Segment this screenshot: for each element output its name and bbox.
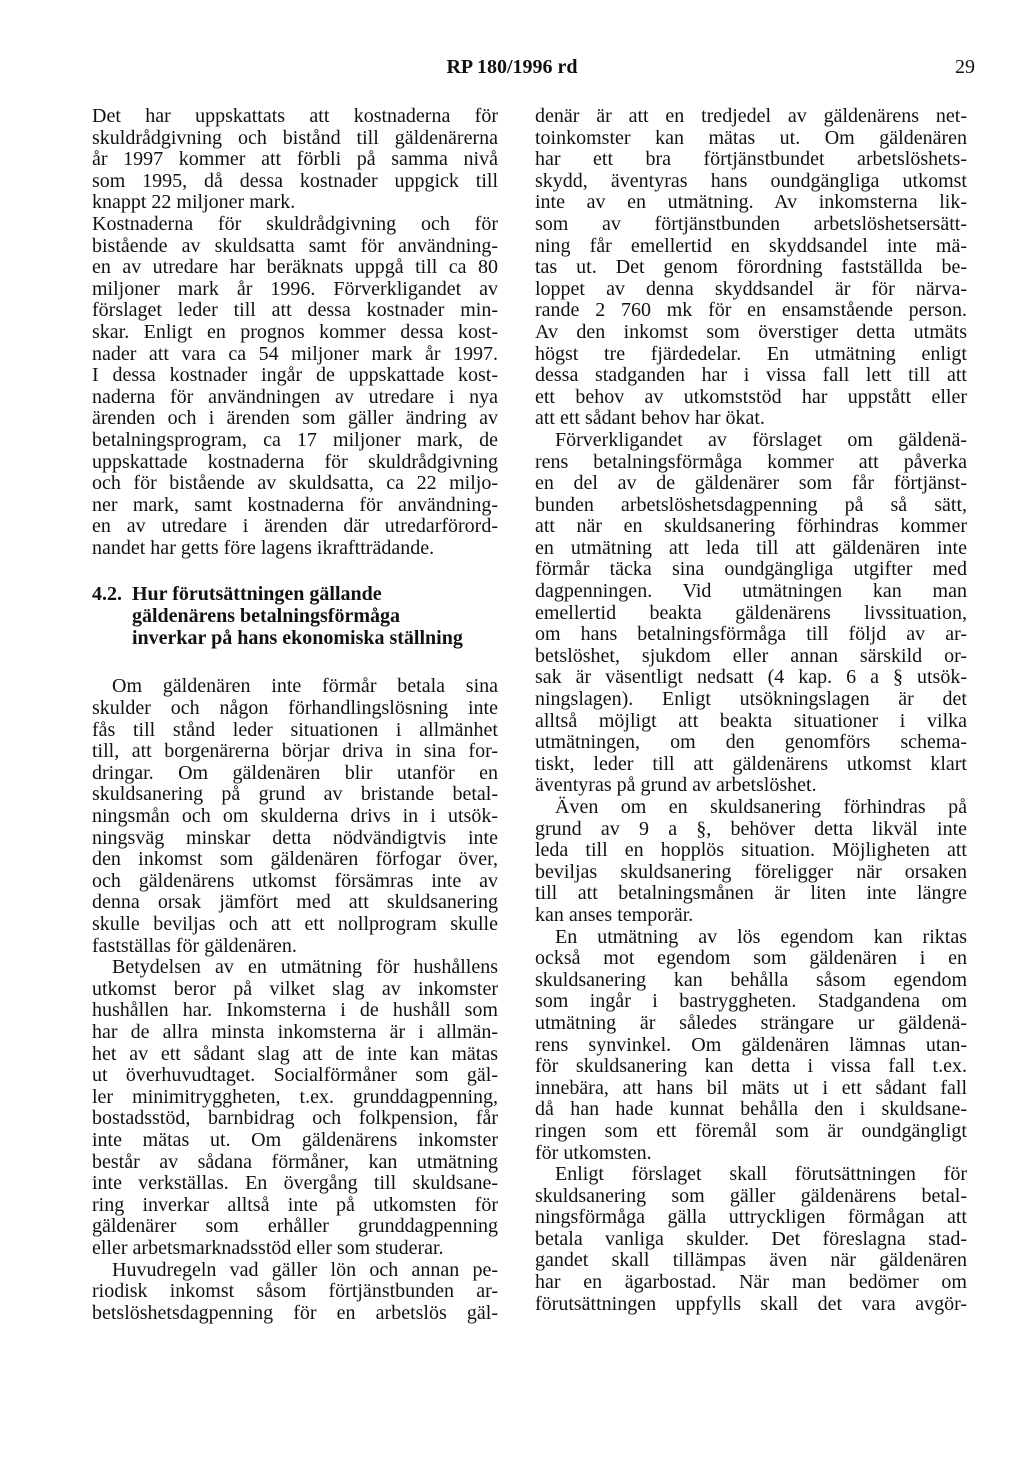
text-line: bistående av skuldsatta samt för användning- (92, 234, 498, 257)
text-line: fås till stånd leder situationen i allmänhet (92, 718, 498, 741)
text-line: skuldsanering kan behålla såsom egendom (535, 968, 967, 991)
text-line: gäldenärens betalningsförmåga (132, 605, 400, 628)
text-line: förslaget leder till att dessa kostnader min- (92, 299, 498, 322)
text-line: emellertid beakta gäldenärens livssituation, (535, 601, 967, 624)
text-line: som ingår i bastryggheten. Stadgandena om (535, 990, 967, 1013)
text-line: ningsförmåga gälla uttryckligen förmågan att (535, 1206, 967, 1229)
text-line: år 1997 kommer att förbli på samma nivå (92, 148, 498, 171)
text-line: ut överhuvudtaget. Socialförmåner som gäl- (92, 1064, 498, 1087)
text-line: grund av 9 a §, behöver detta likväl inte (535, 817, 967, 840)
section-number: 4.2. (92, 583, 122, 606)
text-line: utmätning är således strängare ur gäldenä- (535, 1011, 967, 1034)
text-line: naderna för användningen av utredare i nya (92, 385, 498, 408)
text-line: inte av en utmätning. Av inkomsterna lik- (535, 191, 967, 214)
text-line: ningsväg minskar detta nödvändigtvis inte (92, 826, 498, 849)
text-line: skuldsanering på grund av bristande betal- (92, 783, 498, 806)
running-header: RP 180/1996 rd (446, 56, 578, 78)
text-line: Förverkligandet av förslaget om gäldenä- (555, 428, 967, 451)
text-line: bostadsstöd, barnbidrag och folkpension, får (92, 1107, 498, 1130)
text-line: har de allra minsta inkomsterna är i allmän- (92, 1020, 498, 1043)
text-line: skydd, äventyras hans oundgängliga utkomst (535, 169, 967, 192)
text-line: riodisk inkomst såsom förtjänstbunden ar- (92, 1280, 498, 1303)
text-line: gandet skall tillämpas även när gäldenären (535, 1249, 967, 1272)
text-line: denna orsak jämfört med att skuldsanering (92, 891, 498, 914)
text-line: Om gäldenären inte förmår betala sina (112, 675, 498, 698)
text-line: beviljas skuldsanering föreligger när orsaken (535, 860, 967, 883)
text-line: eller arbetsmarknadsstöd eller som studerar. (92, 1236, 444, 1259)
text-line: förmår täcka sina oundgängliga utgifter med (535, 558, 967, 581)
text-line: skulle beviljas och att ett nollprogram skulle (92, 913, 498, 935)
text-line: inte verkställas. En övergång till skuldsane- (92, 1172, 498, 1195)
text-line: dringar. Om gäldenären blir utanför en (92, 761, 498, 784)
text-line: den inkomst som gäldenären förfogar över, (92, 848, 498, 871)
text-line: En utmätning av lös egendom kan riktas (555, 925, 967, 948)
text-line: rens synvinkel. Om gäldenären lämnas utan- (535, 1033, 967, 1056)
text-line: att när en skuldsanering förhindras kommer (535, 515, 967, 538)
text-line: Det har uppskattats att kostnaderna för (92, 105, 498, 127)
paragraph (92, 214, 498, 560)
text-line: fastställas för gäldenären. (92, 934, 297, 957)
text-line: består av sådana förmåner, kan utmätning (92, 1150, 498, 1173)
text-line: och för bistående av skuldsatta, ca 22 miljo- (92, 472, 498, 495)
text-line: ett behov av utkomststöd har uppstått eller (535, 385, 967, 408)
text-line: I dessa kostnader ingår de uppskattade kost- (92, 364, 498, 387)
text-line: Av den inkomst som överstiger detta utmäts (535, 320, 967, 343)
text-line: en av utredare har beräknats uppgå till ca 80 (92, 256, 498, 279)
text-line: Även om en skuldsanering förhindras på (555, 796, 967, 818)
text-line: dessa stadganden har i vissa fall lett till att (535, 364, 967, 387)
text-line: betala vanliga skulder. Det föreslagna stad- (535, 1227, 967, 1250)
text-line: loppet av denna skyddsandel är för närva- (535, 277, 967, 300)
text-line: som av förtjänstbunden arbetslöshetsersätt- (535, 212, 967, 235)
text-line: innebära, att hans bil mäts ut i ett sådant fall (535, 1076, 967, 1099)
text-line: hushållen har. Inkomsterna i de hushåll som (92, 999, 498, 1022)
page-number: 29 (955, 56, 975, 78)
text-line: som 1995, då dessa kostnader uppgick till (92, 169, 498, 192)
text-line: om hans betalningsförmåga till följd av ar- (535, 623, 967, 646)
text-line: Huvudregeln vad gäller lön och annan pe- (112, 1258, 498, 1281)
text-line: inverkar på hans ekonomiska ställning (132, 627, 463, 650)
text-line: betslöshet, sjukdom eller annan särskild or- (535, 644, 967, 667)
text-line: för utkomsten. (535, 1141, 652, 1164)
text-line: het av ett sådant slag att de inte kan mätas (92, 1042, 498, 1065)
text-line: bunden arbetslöshetsdagpenning på så sätt, (535, 493, 967, 516)
text-line: skulder och någon förhandlingslösning inte (92, 697, 498, 720)
text-line: tiskt, leder till att gäldenärens utkomst klart (535, 752, 967, 775)
text-line: ler minimitryggheten, t.ex. grunddagpenning, (92, 1085, 498, 1108)
paragraph (535, 1164, 967, 1315)
paragraph (92, 676, 498, 957)
paragraph (92, 106, 498, 214)
text-line: att ett sådant behov har ökat. (535, 407, 765, 430)
text-line: förutsättningen uppfylls skall det vara avgör- (535, 1292, 967, 1315)
text-line: kan anses temporär. (535, 903, 694, 926)
text-line: skar. Enligt en prognos kommer dessa kost- (92, 320, 498, 343)
text-line: betslöshetsdagpenning för en arbetslös gäl- (92, 1301, 498, 1324)
text-line: utmätningen, om den genomförs schema- (535, 731, 967, 754)
text-line: ningslagen). Enligt utsökningslagen är det (535, 688, 967, 711)
text-line: ring inverkar alltså inte på utkomsten för (92, 1193, 498, 1216)
text-line: ning får emellertid en skyddsandel inte mä- (535, 234, 967, 257)
text-line: en del av de gäldenärer som får förtjänst- (535, 472, 967, 495)
text-line: leda till en hopplös situation. Möjligheten att (535, 839, 967, 862)
text-line: för skuldsanering kan detta i vissa fall t.ex. (535, 1055, 967, 1078)
text-line: toinkomster kan mätas ut. Om gäldenären (535, 126, 967, 149)
text-line: har ett bra förtjänstbundet arbetslöshets- (535, 148, 967, 171)
text-line: tas ut. Det genom förordning fastställda be- (535, 256, 967, 279)
text-line: skuldsanering som gäller gäldenärens betal- (535, 1184, 967, 1207)
text-line: också mot egendom som gäldenären i en (535, 947, 967, 970)
text-line: ärenden och i ärenden som gäller ändring av (92, 407, 498, 430)
text-line: sak är väsentligt nedsatt (4 kap. 6 a § utsök- (535, 666, 967, 689)
paragraph (535, 797, 967, 927)
text-line: dagpenningen. Vid utmätningen kan man (535, 580, 967, 603)
section-heading (92, 583, 498, 649)
left-column (92, 106, 498, 1324)
text-line: knappt 22 miljoner mark. (92, 191, 296, 214)
text-line: uppskattade kostnaderna för skuldrådgivning (92, 450, 498, 473)
paragraph (535, 927, 967, 1165)
text-line: äventyras på grund av arbetslöshet. (535, 774, 817, 797)
text-line: har en ägarbostad. När man bedömer om (535, 1271, 967, 1294)
text-line: Betydelsen av en utmätning för hushållens (112, 956, 498, 979)
right-column (535, 106, 967, 1315)
text-line: ningsmån och om skulderna drivs in i utsök- (92, 805, 498, 828)
text-line: gäldenärer som erhåller grunddagpenning (92, 1215, 498, 1238)
text-line: rens betalningsförmåga kommer att påverka (535, 450, 967, 473)
text-line: denär är att en tredjedel av gäldenärens net- (535, 105, 967, 127)
text-line: en av utredare i ärenden där utredarförord- (92, 515, 498, 538)
text-line: utkomst beror på vilket slag av inkomster (92, 977, 498, 1000)
paragraph (535, 430, 967, 797)
text-line: nader att vara ca 54 miljoner mark år 1997. (92, 342, 498, 365)
section-title (132, 583, 463, 649)
paragraph (535, 106, 967, 430)
text-line: nandet har getts före lagens ikraftträdande. (92, 536, 435, 559)
text-line: Kostnaderna för skuldrådgivning och för (92, 212, 498, 235)
text-line: högst tre fjärdedelar. En utmätning enligt (535, 342, 967, 365)
text-line: alltså möjligt att beakta situationer i vilka (535, 709, 967, 732)
text-line: betalningsprogram, ca 17 miljoner mark, de (92, 428, 498, 451)
text-line: Enligt förslaget skall förutsättningen för (555, 1163, 967, 1186)
paragraph (92, 1260, 498, 1325)
text-line: miljoner mark år 1996. Förverkligandet av (92, 277, 498, 300)
text-line: Hur förutsättningen gällande (132, 583, 382, 606)
text-line: till, att borgenärerna börjar driva in sina for- (92, 740, 498, 763)
text-line: inte mätas ut. Om gäldenärens inkomster (92, 1128, 498, 1151)
text-line: och gäldenärens utkomst försämras inte av (92, 869, 498, 892)
text-line: till att betalningsmånen är liten inte längre (535, 882, 967, 905)
text-line: ner mark, samt kostnaderna för användning- (92, 493, 498, 516)
text-line: skuldrådgivning och bistånd till gäldenärerna (92, 126, 498, 149)
text-line: då han hade kunnat behålla den i skuldsane- (535, 1098, 967, 1121)
text-line: ringen som ett föremål som är oundgängligt (535, 1119, 967, 1142)
text-line: en utmätning att leda till att gäldenären inte (535, 536, 967, 559)
text-line: rande 2 760 mk för en ensamstående person. (535, 299, 967, 322)
paragraph (92, 957, 498, 1259)
